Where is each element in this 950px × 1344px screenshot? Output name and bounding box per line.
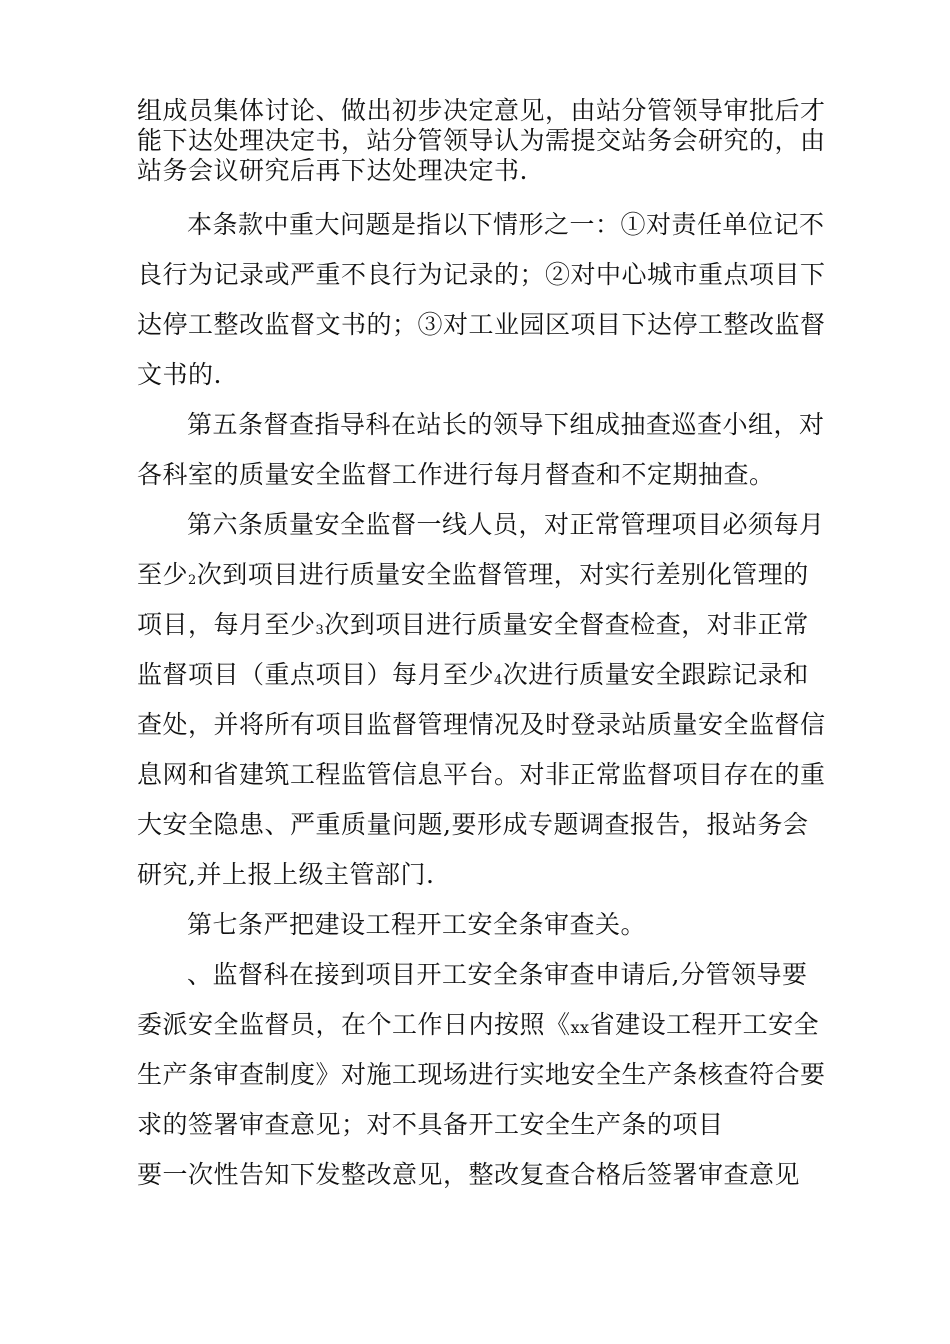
number-2: 2 — [188, 573, 197, 588]
paragraph — [137, 96, 827, 186]
text-line: 求的签署审查意见；对不具备开工安全生产条的项目 — [137, 1110, 724, 1139]
text-line: 第五条督查指导科在站长的领导下组成抽查巡查小组，对 — [187, 410, 825, 439]
text-line: 组成员集体讨论、做出初步决定意见，由站分管领导审批后才 — [137, 96, 826, 125]
document-body — [137, 96, 827, 1200]
paragraph — [137, 200, 827, 400]
paragraph — [137, 950, 827, 1200]
text-line: 大安全隐患、严重质量问题,要形成专题调查报告，报站务会 — [137, 810, 809, 839]
text-line: 监督项目（重点项目）每月至少4次进行质量安全跟踪记录和 — [137, 660, 809, 689]
text-line: 第六条质量安全监督一线人员，对正常管理项目必须每月 — [187, 510, 825, 539]
placeholder-xx: xx — [570, 1018, 590, 1037]
text-line: 站务会议研究后再下达处理决定书. — [137, 156, 528, 185]
text-line: 要一次性告知下发整改意见，整改复查合格后签署审查意见 — [137, 1160, 801, 1189]
text-line: 研究,并上报上级主管部门. — [137, 860, 435, 889]
paragraph — [137, 900, 827, 950]
text-line: 息网和省建筑工程监管信息平台。对非正常监督项目存在的重 — [137, 760, 826, 789]
text-line: 第七条严把建设工程开工安全条审查关。 — [187, 910, 647, 939]
text-line: 能下达处理决定书，站分管领导认为需提交站务会研究的，由 — [137, 126, 826, 155]
number-3: 3 — [315, 623, 325, 638]
text-line: 各科室的质量安全监督工作进行每月督查和不定期抽查。 — [137, 460, 775, 489]
text-line: 至少2次到项目进行质量安全监督管理，对实行差别化管理的 — [137, 560, 809, 589]
text-line: 生产条审查制度》对施工现场进行实地安全生产条核查符合要 — [137, 1060, 826, 1089]
text-line: 项目，每月至少3次到项目进行质量安全督查检查，对非正常 — [137, 610, 809, 639]
text-line: 文书的. — [137, 360, 222, 389]
text-line: 查处，并将所有项目监督管理情况及时登录站质量安全监督信 — [137, 710, 826, 739]
paragraph — [137, 500, 827, 900]
text-line: 本条款中重大问题是指以下情形之一：①对责任单位记不 — [187, 210, 825, 239]
text-line: 达停工整改监督文书的；③对工业园区项目下达停工整改监督 — [137, 310, 826, 339]
text-line: 良行为记录或严重不良行为记录的；②对中心城市重点项目下 — [137, 260, 826, 289]
text-line: 、监督科在接到项目开工安全条审查申请后,分管领导要 — [187, 960, 808, 989]
paragraph — [137, 400, 827, 500]
number-4: 4 — [494, 673, 503, 688]
text-line: 委派安全监督员，在个工作日内按照《xx省建设工程开工安全 — [137, 1010, 820, 1039]
